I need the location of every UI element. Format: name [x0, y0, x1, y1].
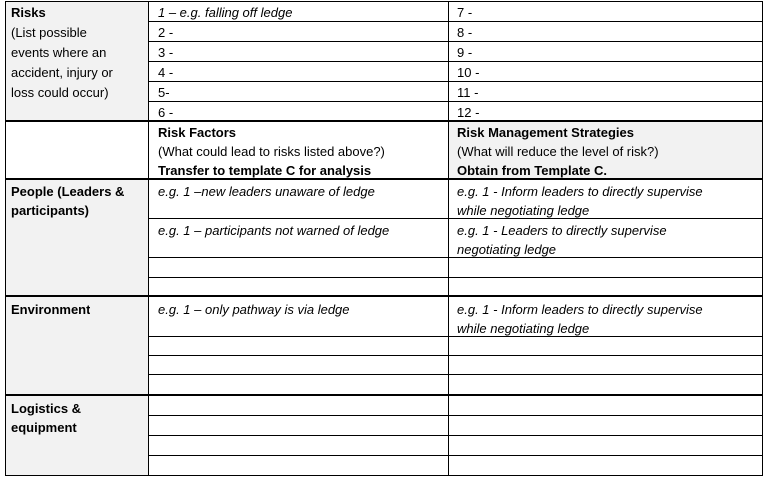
people-factor-1: e.g. 1 –new leaders unaware of ledge — [158, 184, 375, 199]
risk-item-12: 12 - — [457, 105, 480, 120]
risk-factors-subtitle: (What could lead to risks listed above?) — [158, 144, 385, 159]
people-label: People (Leaders & — [11, 184, 125, 199]
logistics-label: Logistics & — [11, 401, 82, 416]
risk-item-1: 1 – e.g. falling off ledge — [158, 5, 293, 20]
risk-item-7: 7 - — [457, 5, 473, 20]
environment-label: Environment — [11, 302, 91, 317]
risk-item-8: 8 - — [457, 25, 473, 40]
people-label-line-2: participants) — [11, 203, 90, 218]
risk-factors-note: Transfer to template C for analysis — [158, 163, 372, 178]
risks-description-line: loss could occur) — [11, 85, 109, 100]
risk-item-9: 9 - — [457, 45, 473, 60]
risk-item-6: 6 - — [158, 105, 174, 120]
strategies-subtitle: (What will reduce the level of risk?) — [457, 144, 659, 159]
people-strategy-1: e.g. 1 - Inform leaders to directly supervise — [457, 184, 703, 199]
strategies-title: Risk Management Strategies — [457, 125, 635, 140]
people-strategy-1-line-2: while negotiating ledge — [457, 203, 590, 218]
risk-item-3: 3 - — [158, 45, 174, 60]
environment-strategy-1-line-2: while negotiating ledge — [457, 321, 590, 336]
risk-factors-title: Risk Factors — [158, 125, 237, 140]
risk-item-11: 11 - — [457, 85, 479, 100]
risks-label: Risks — [11, 5, 46, 20]
environment-factor-1: e.g. 1 – only pathway is via ledge — [158, 302, 350, 317]
people-factor-2: e.g. 1 – participants not warned of ledge — [158, 223, 390, 238]
risk-item-4: 4 - — [158, 65, 174, 80]
environment-strategy-1: e.g. 1 - Inform leaders to directly supervise — [457, 302, 703, 317]
risk-item-10: 10 - — [457, 65, 480, 80]
risk-item-5: 5- — [158, 85, 170, 100]
risks-description-line: (List possible — [11, 25, 87, 40]
people-strategy-2: e.g. 1 - Leaders to directly supervise — [457, 223, 667, 238]
strategies-note: Obtain from Template C. — [457, 163, 607, 178]
logistics-label-line-2: equipment — [11, 420, 77, 435]
people-strategy-2-line-2: negotiating ledge — [457, 242, 557, 257]
risks-description-line: events where an — [11, 45, 107, 60]
risk-item-2: 2 - — [158, 25, 174, 40]
risks-description-line: accident, injury or — [11, 65, 113, 80]
